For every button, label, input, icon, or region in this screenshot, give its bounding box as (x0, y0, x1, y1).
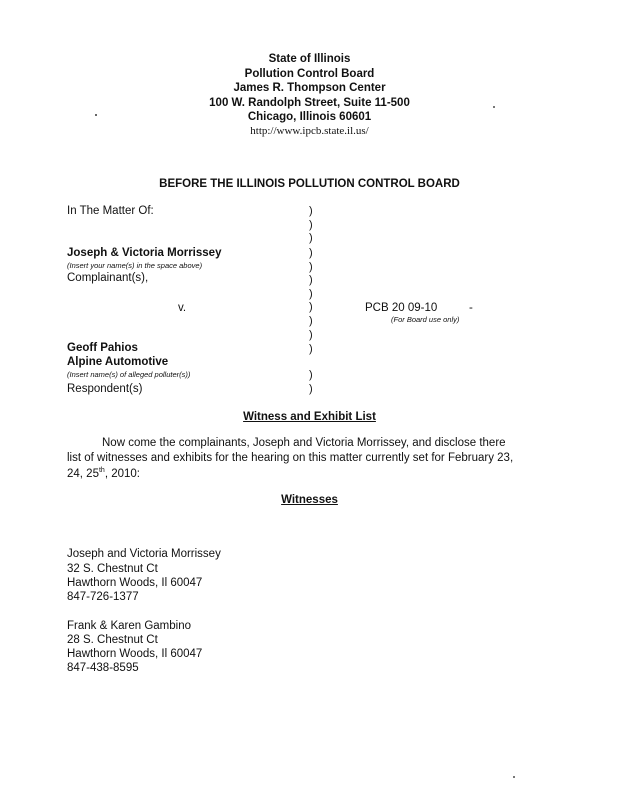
intro-paragraph-line-2: list of witnesses and exhibits for the hearing on this matter currently set for February 23, (67, 452, 514, 464)
scan-speck (493, 106, 495, 108)
complainant-label: Complainant(s), (67, 272, 149, 284)
caption-paren: ) (309, 369, 313, 381)
intro-paragraph-line-1: Now come the complainants, Joseph and Victoria Morrissey, and disclose there (102, 437, 506, 449)
scan-speck (513, 776, 515, 778)
witness-2-city: Hawthorn Woods, Il 60047 (67, 648, 203, 660)
caption-paren: ) (309, 383, 313, 395)
respondent-name-2: Alpine Automotive (67, 356, 169, 368)
intro-paragraph-line-3 (67, 467, 140, 480)
witnesses-heading: Witnesses (281, 494, 338, 506)
document-title: Witness and Exhibit List (243, 411, 376, 423)
caption-paren: ) (309, 205, 313, 217)
respondent-hint: (Insert name(s) of alleged polluter(s)) (67, 370, 191, 379)
respondent-name-1: Geoff Pahios (67, 342, 138, 354)
witness-1-street: 32 S. Chestnut Ct (67, 563, 158, 575)
caption-paren: ) (309, 274, 313, 286)
case-number-hint: (For Board use only) (391, 315, 460, 324)
board-title: BEFORE THE ILLINOIS POLLUTION CONTROL BOARD (159, 178, 460, 190)
in-matter-label: In The Matter Of: (67, 205, 154, 217)
header-state: State of Illinois (268, 53, 351, 65)
header-board: Pollution Control Board (244, 68, 375, 80)
witness-1-phone: 847-726-1377 (67, 591, 139, 603)
witness-1-name: Joseph and Victoria Morrissey (67, 548, 221, 560)
caption-paren: ) (309, 329, 313, 341)
respondent-label: Respondent(s) (67, 383, 143, 395)
caption-paren: ) (309, 261, 313, 273)
case-number: PCB 20 09-10 (365, 302, 438, 314)
caption-paren: ) (309, 232, 313, 244)
witness-2-street: 28 S. Chestnut Ct (67, 634, 158, 646)
caption-paren: ) (309, 288, 313, 300)
caption-paren: ) (309, 315, 313, 327)
case-number-dash: - (469, 302, 473, 314)
caption-paren: ) (309, 219, 313, 231)
scan-speck (95, 114, 97, 116)
versus-label: v. (178, 302, 187, 314)
witness-2-phone: 847-438-8595 (67, 662, 139, 674)
ordinal-suffix: th (98, 467, 105, 474)
header-city: Chicago, Illinois 60601 (247, 111, 372, 123)
caption-paren: ) (309, 343, 313, 355)
caption-paren: ) (309, 301, 313, 313)
header-url: http://www.ipcb.state.il.us/ (250, 125, 369, 137)
caption-paren: ) (309, 247, 313, 259)
witness-1-city: Hawthorn Woods, Il 60047 (67, 577, 203, 589)
header-street: 100 W. Randolph Street, Suite 11-500 (209, 97, 410, 109)
header-center: James R. Thompson Center (233, 82, 386, 94)
hearing-year: , 2010: (104, 467, 140, 480)
hearing-dates: 24, 25 (67, 467, 99, 480)
witness-2-name: Frank & Karen Gambino (67, 620, 192, 632)
complainant-names: Joseph & Victoria Morrissey (67, 247, 222, 259)
complainant-hint: (Insert your name(s) in the space above) (67, 261, 203, 270)
